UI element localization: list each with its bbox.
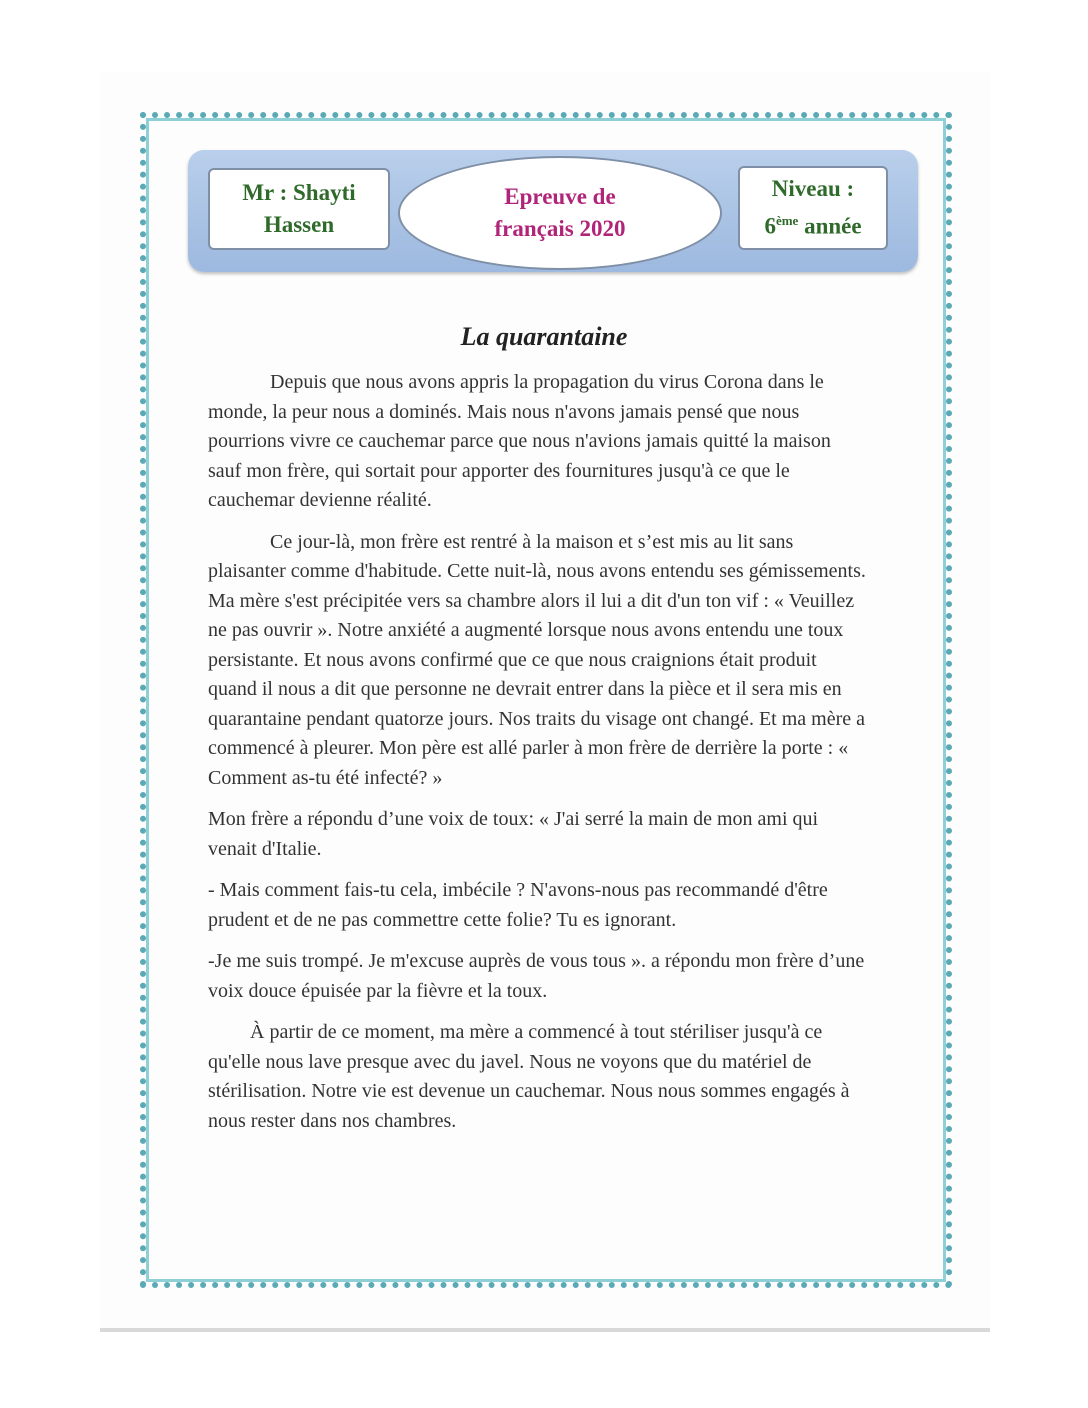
exam-title-line1: Epreuve de: [504, 184, 616, 209]
level-number: 6: [764, 213, 776, 239]
paragraph-3: Mon frère a répondu d’une voix de toux: « J'ai serré la main de mon ami qui venait d'Italie.: [208, 808, 819, 860]
paragraph-1: Depuis que nous avons appris la propagation du virus Corona dans le monde, la peur nous a dominés. Mais nous n'avons jamais pensé que nous pourrions vivre ce cauchemar parce que nous n'avions jamais quitté la maison sauf mon frère, qui sortait pour apporter des fournitures jusqu'à ce que le cauchemar devienne réalité.: [208, 371, 831, 511]
teacher-name-line2: Hassen: [263, 212, 335, 237]
teacher-name-line1: Mr : Shayti: [242, 180, 356, 205]
text-body: [208, 368, 868, 1148]
level-box: [738, 166, 888, 250]
paragraph-6: À partir de ce moment, ma mère a commencé à tout stériliser jusqu'à ce qu'elle nous lave presque avec du javel. Nous ne voyons que du matériel de stérilisation. Notre vie est devenue un cauchemar. Nous nous sommes engagés à nous rester dans nos chambres.: [208, 1021, 850, 1132]
text-title: La quarantaine: [460, 322, 628, 351]
paragraph-5: -Je me suis trompé. Je m'excuse auprès de vous tous ». a répondu mon frère d’une voix douce épuisée par la fièvre et la toux.: [208, 950, 865, 1002]
exam-title-oval: [398, 156, 722, 270]
exam-title-line2: français 2020: [494, 216, 626, 241]
level-value: [764, 205, 861, 243]
level-superscript: ème: [775, 213, 799, 229]
teacher-box: [208, 168, 390, 250]
paragraph-2: Ce jour-là, mon frère est rentré à la maison et s’est mis au lit sans plaisanter comme d'habitude. Cette nuit-là, nous avons entendu ses gémissements. Ma mère s'est précipitée vers sa chambre alors il lui a dit d'un ton vif : « Veuillez ne pas ouvrir ». Notre anxiété a augmenté lorsque nous avons entendu une toux persistante. Et nous avons confirmé que ce que nous craignions était produit quand il nous a dit que personne ne devrait entrer dans la pièce et il sera mis en quarantaine pendant quatorze jours. Nos traits du visage ont changé. Et ma mère a commencé à pleurer. Mon père est allé parler à mon frère de derrière la porte : « Comment as-tu été infecté? »: [208, 530, 866, 789]
level-word: année: [804, 213, 862, 239]
level-label: Niveau :: [771, 176, 855, 202]
paragraph-4: - Mais comment fais-tu cela, imbécile ? N'avons-nous pas recommandé d'être prudent et de ne pas commettre cette folie? Tu es ignorant.: [208, 879, 828, 931]
